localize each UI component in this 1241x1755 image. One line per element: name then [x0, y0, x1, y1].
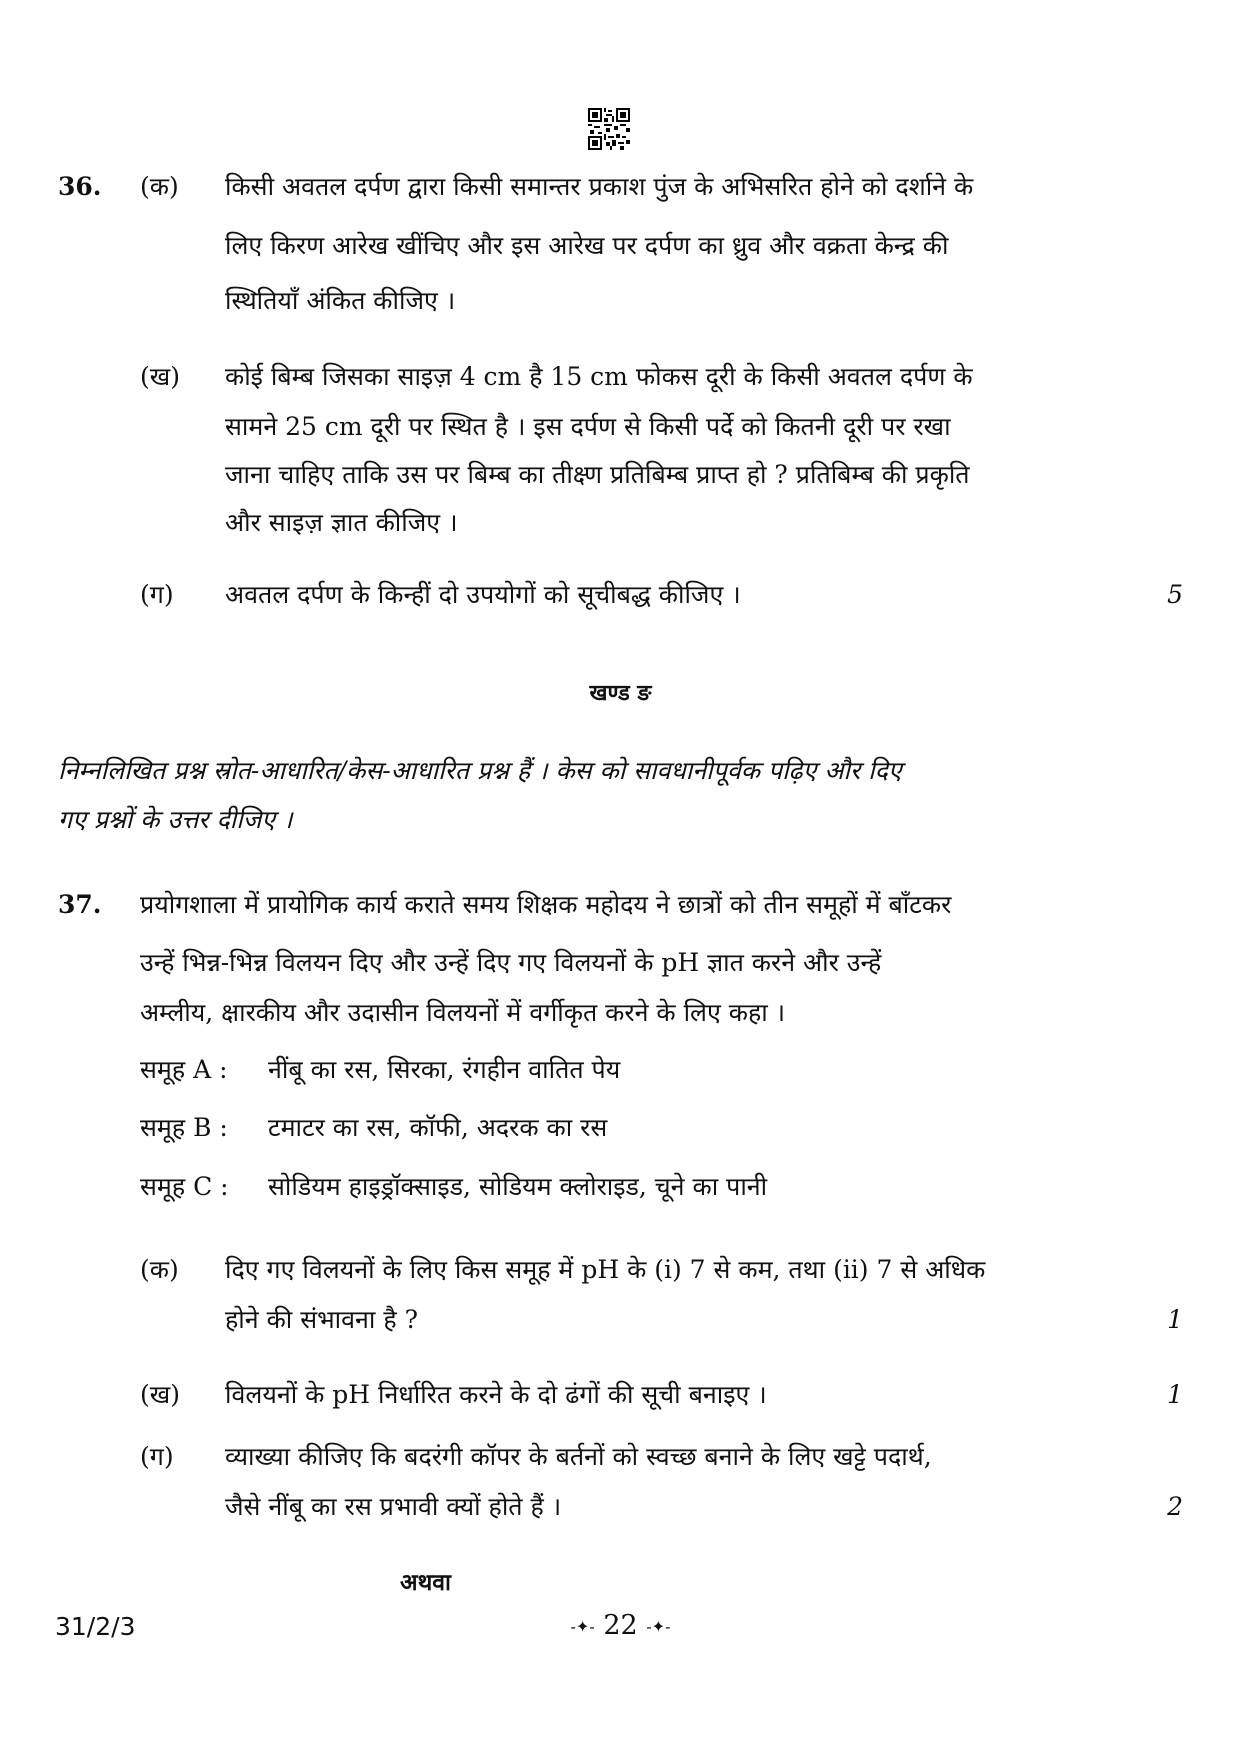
section-instructions: निम्नलिखित प्रश्न स्रोत-आधारित/केस-आधारित प्रश्न हैं । केस को सावधानीपूर्वक पढ़िए और दिए — [58, 756, 902, 785]
question-text: और साइज़ ज्ञात कीजिए । — [225, 508, 458, 537]
question-number: 37. — [58, 890, 102, 919]
group-name: समूह B : — [140, 1113, 228, 1142]
group-row — [140, 1172, 767, 1202]
marks: 2 — [1167, 1492, 1183, 1521]
section-instructions: गए प्रश्नों के उत्तर दीजिए । — [58, 805, 293, 834]
subpart-label: (ग) — [140, 580, 174, 609]
question-text: किसी अवतल दर्पण द्वारा किसी समान्तर प्रकाश पुंज के अभिसरित होने को दर्शाने के — [225, 172, 974, 201]
question-text: कोई बिम्ब जिसका साइज़ 4 cm है 15 cm फोकस दूरी के किसी अवतल दर्पण के — [225, 362, 973, 391]
question-text: सामने 25 cm दूरी पर स्थित है । इस दर्पण से किसी पर्दे को कितनी दूरी पर रखा — [225, 412, 951, 441]
question-text: उन्हें भिन्न-भिन्न विलयन दिए और उन्हें दिए गए विलयनों के pH ज्ञात करने और उन्हें — [140, 948, 882, 977]
question-text: अम्लीय, क्षारकीय और उदासीन विलयनों में वर्गीकृत करने के लिए कहा । — [140, 998, 786, 1027]
subpart-label: (ख) — [140, 362, 180, 391]
page-number: 22 — [603, 1610, 638, 1641]
group-row — [140, 1113, 607, 1143]
question-text: दिए गए विलयनों के लिए किस समूह में pH के (i) 7 से कम, तथा (ii) 7 से अधिक — [225, 1255, 986, 1284]
group-items: नींबू का रस, सिरका, रंगहीन वातित पेय — [268, 1055, 621, 1084]
question-text: विलयनों के pH निर्धारित करने के दो ढंगों की सूची बनाइए । — [225, 1380, 767, 1409]
group-items: सोडियम हाइड्रॉक्साइड, सोडियम क्लोराइड, चूने का पानी — [268, 1172, 768, 1201]
question-text: अवतल दर्पण के किन्हीं दो उपयोगों को सूचीबद्ध कीजिए । — [225, 580, 741, 609]
marks: 1 — [1167, 1305, 1183, 1334]
marks: 5 — [1167, 580, 1183, 609]
diamond-ornament-icon: -✦- — [570, 1617, 595, 1636]
question-number: 36. — [58, 172, 102, 201]
question-text: जाना चाहिए ताकि उस पर बिम्ब का तीक्ष्ण प्रतिबिम्ब प्राप्त हो ? प्रतिबिम्ब की प्रकृति — [225, 460, 970, 489]
group-name: समूह C : — [140, 1172, 229, 1201]
subpart-label: (क) — [140, 1255, 179, 1284]
or-heading: अथवा — [400, 1569, 452, 1596]
question-text: होने की संभावना है ? — [225, 1305, 418, 1334]
question-text: लिए किरण आरेख खींचिए और इस आरेख पर दर्पण का ध्रुव और वक्रता केन्द्र की — [225, 231, 949, 260]
group-row — [140, 1055, 620, 1085]
group-name: समूह A : — [140, 1055, 228, 1084]
marks: 1 — [1167, 1380, 1183, 1409]
question-text: प्रयोगशाला में प्रायोगिक कार्य कराते समय शिक्षक महोदय ने छात्रों को तीन समूहों में बाँटकर — [140, 890, 952, 919]
qr-code — [588, 108, 630, 150]
subpart-label: (क) — [140, 172, 179, 201]
diamond-ornament-icon: -✦- — [646, 1617, 671, 1636]
page-number-row — [0, 1610, 1241, 1641]
subpart-label: (ग) — [140, 1442, 174, 1471]
question-text: जैसे नींबू का रस प्रभावी क्यों होते हैं । — [225, 1492, 562, 1521]
subpart-label: (ख) — [140, 1380, 180, 1409]
question-text: स्थितियाँ अंकित कीजिए । — [225, 286, 456, 315]
question-text: व्याख्या कीजिए कि बदरंगी कॉपर के बर्तनों को स्वच्छ बनाने के लिए खट्टे पदार्थ, — [225, 1442, 932, 1471]
section-heading: खण्ड ङ — [589, 680, 652, 706]
group-items: टमाटर का रस, कॉफी, अदरक का रस — [268, 1113, 608, 1142]
paper-code: 31/2/3 — [55, 1612, 136, 1641]
